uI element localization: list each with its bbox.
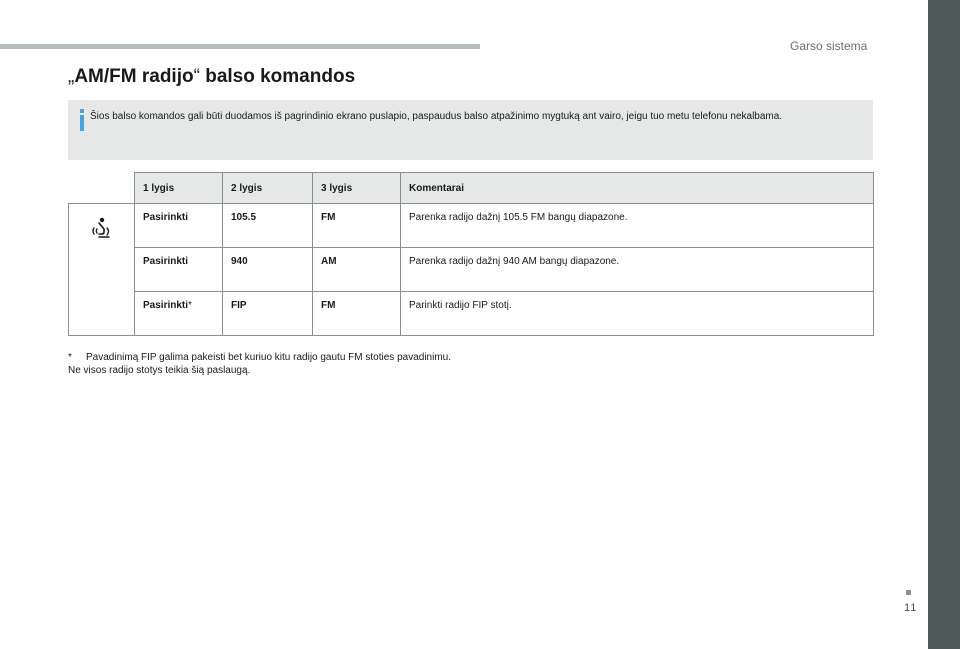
section-title: Garso sistema	[790, 39, 868, 53]
voice-command-icon-cell	[69, 204, 135, 336]
table-header-comments: Komentarai	[401, 173, 874, 204]
table-header-level2: 2 lygis	[223, 173, 313, 204]
row3-level1	[135, 292, 223, 336]
table-row	[69, 204, 874, 248]
row1-level2: 105.5	[223, 204, 313, 248]
footnote-line2: Ne visos radijo stotys teikia šią paslaugą.	[68, 365, 251, 376]
info-box	[68, 100, 873, 160]
table-header-blank	[69, 173, 135, 204]
row3-level1-text: Pasirinkti	[143, 300, 189, 311]
top-rule	[0, 44, 480, 49]
table-header-level3: 3 lygis	[313, 173, 401, 204]
table-row	[69, 292, 874, 336]
voice-command-table	[68, 172, 874, 336]
footnote-line1: Pavadinimą FIP galima pakeisti bet kuriuo kitu radijo gautu FM stoties pavadinimu.	[86, 352, 451, 363]
row2-level2: 940	[223, 248, 313, 292]
title-close-quote: “	[193, 66, 200, 87]
title-main: AM/FM radijo	[74, 66, 194, 87]
footnote-star: *	[68, 352, 72, 363]
table-row	[69, 248, 874, 292]
page-number: 11	[904, 602, 918, 614]
voice-command-icon	[89, 216, 115, 242]
right-side-band	[928, 0, 960, 649]
row1-level1: Pasirinkti	[135, 204, 223, 248]
table-header-row	[69, 173, 874, 204]
title-rest: balso komandos	[199, 66, 356, 87]
row2-level1: Pasirinkti	[135, 248, 223, 292]
table-header-level1: 1 lygis	[135, 173, 223, 204]
footnote	[68, 351, 451, 377]
row2-level3: AM	[313, 248, 401, 292]
row3-level2: FIP	[223, 292, 313, 336]
row1-comment: Parenka radijo dažnį 105.5 FM bangų diapazone.	[401, 204, 874, 248]
title-open-quote: „	[68, 66, 75, 87]
row1-level3: FM	[313, 204, 401, 248]
row3-level1-asterisk: *	[188, 300, 192, 311]
info-icon	[78, 109, 86, 131]
row3-comment: Parinkti radijo FIP stotį.	[401, 292, 874, 336]
info-text: Šios balso komandos gali būti duodamos iš pagrindinio ekrano puslapio, paspaudus balso atpažinimo mygtuką ant vairo, jeigu tuo metu telefonu nekalbama.	[90, 111, 783, 122]
page-marker	[906, 590, 911, 595]
row3-level3: FM	[313, 292, 401, 336]
row2-comment: Parenka radijo dažnį 940 AM bangų diapazone.	[401, 248, 874, 292]
page-title	[68, 66, 355, 88]
